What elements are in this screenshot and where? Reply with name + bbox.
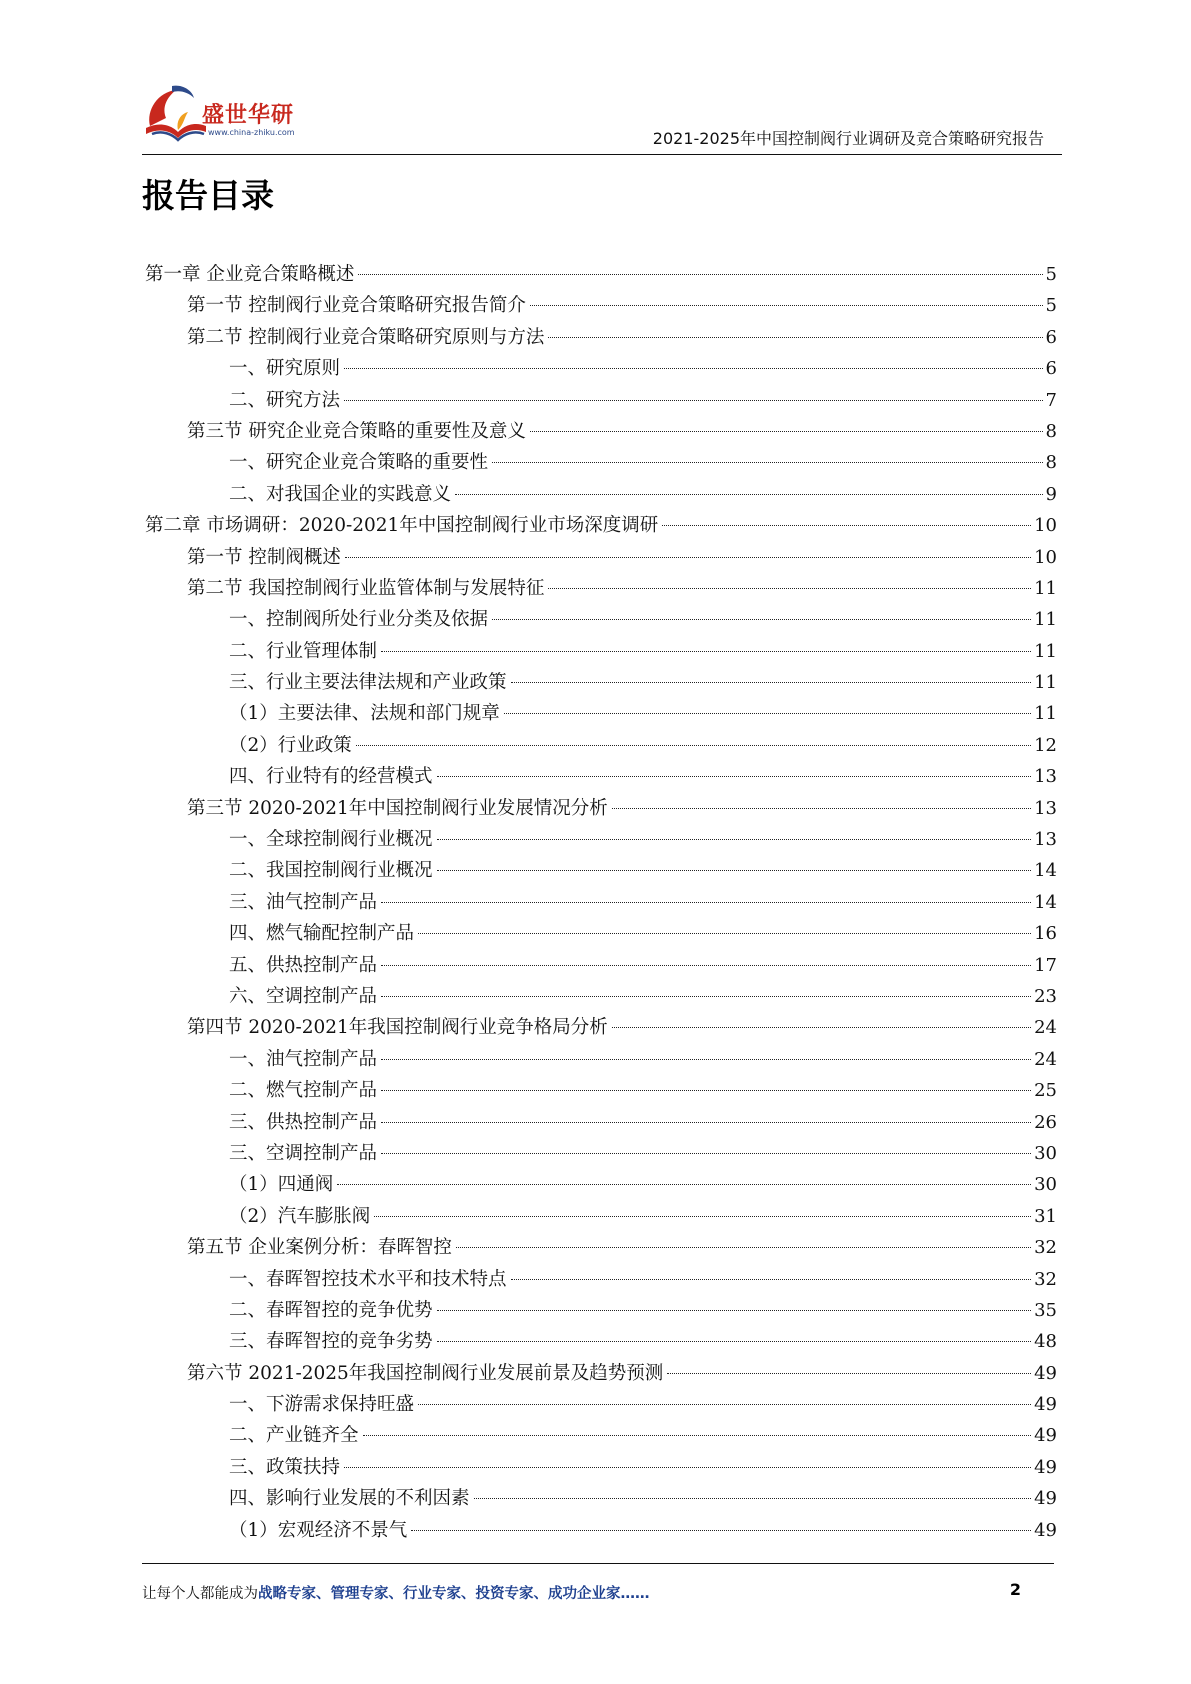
toc-entry-label: 一、春晖智控技术水平和技术特点 xyxy=(229,1268,507,1290)
toc-entry[interactable] xyxy=(145,290,1057,321)
toc-entry-label: 三、油气控制产品 xyxy=(229,891,378,913)
toc-entry-page: 11 xyxy=(1034,577,1057,599)
toc-entry[interactable] xyxy=(145,1264,1057,1295)
toc-entry[interactable] xyxy=(145,322,1057,353)
toc-entry-label: 一、下游需求保持旺盛 xyxy=(229,1394,415,1416)
toc-entry-label: 第一章 企业竞合策略概述 xyxy=(145,264,355,285)
toc-entry-label: （2）行业政策 xyxy=(229,734,352,756)
toc-entry[interactable] xyxy=(145,918,1057,949)
toc-entry[interactable] xyxy=(145,793,1057,824)
toc-dot-leader xyxy=(437,839,1032,840)
toc-dot-leader xyxy=(437,870,1032,871)
toc-dot-leader xyxy=(548,337,1042,338)
toc-entry-page: 13 xyxy=(1034,829,1057,851)
toc-dot-leader xyxy=(456,1247,1031,1248)
toc-dot-leader xyxy=(381,902,1031,903)
toc-dot-leader xyxy=(345,557,1031,558)
toc-dot-leader xyxy=(418,1404,1031,1405)
toc-entry-label: 第一节 控制阀行业竞合策略研究报告简介 xyxy=(187,295,526,317)
toc-entry-label: 二、行业管理体制 xyxy=(229,640,378,662)
toc-entry[interactable] xyxy=(145,1326,1057,1357)
toc-entry-label: 二、春晖智控的竞争优势 xyxy=(229,1299,433,1321)
toc-entry-label: 二、燃气控制产品 xyxy=(229,1080,378,1102)
page-title: 报告目录 xyxy=(142,176,274,215)
toc-entry[interactable] xyxy=(145,1420,1057,1451)
toc-entry-label: 一、油气控制产品 xyxy=(229,1048,378,1070)
toc-dot-leader xyxy=(337,1184,1031,1185)
toc-entry-page: 30 xyxy=(1034,1174,1057,1196)
toc-entry-label: （1）主要法律、法规和部门规章 xyxy=(229,703,500,725)
toc-entry-page: 30 xyxy=(1034,1142,1057,1164)
toc-entry-page: 12 xyxy=(1034,734,1057,756)
toc-entry[interactable] xyxy=(145,887,1057,918)
toc-dot-leader xyxy=(474,1498,1032,1499)
toc-entry-page: 49 xyxy=(1034,1488,1057,1510)
toc-entry[interactable] xyxy=(145,1389,1057,1420)
toc-entry[interactable] xyxy=(145,1075,1057,1106)
toc-dot-leader xyxy=(511,682,1032,683)
toc-entry-page: 10 xyxy=(1034,546,1057,568)
toc-dot-leader xyxy=(356,745,1031,746)
toc-entry-label: 六、空调控制产品 xyxy=(229,985,378,1007)
toc-entry-page: 24 xyxy=(1034,1048,1057,1070)
toc-entry[interactable] xyxy=(145,479,1057,510)
toc-entry-page: 11 xyxy=(1034,672,1057,694)
toc-entry-page: 8 xyxy=(1045,420,1057,442)
table-of-contents xyxy=(145,259,1057,1546)
toc-entry-page: 8 xyxy=(1045,452,1057,474)
toc-entry-label: 二、对我国企业的实践意义 xyxy=(229,483,452,505)
toc-entry-page: 49 xyxy=(1034,1362,1057,1384)
toc-entry-page: 32 xyxy=(1034,1268,1057,1290)
toc-entry-page: 25 xyxy=(1034,1080,1057,1102)
toc-entry-label: 一、研究企业竞合策略的重要性 xyxy=(229,452,489,474)
company-logo xyxy=(142,82,312,148)
toc-entry-label: 一、研究原则 xyxy=(229,358,341,380)
report-title: 2021-2025年中国控制阀行业调研及竞合策略研究报告 xyxy=(652,129,1044,148)
logo-name: 盛世华研 xyxy=(202,103,295,128)
toc-dot-leader xyxy=(418,933,1031,934)
toc-dot-leader xyxy=(455,494,1043,495)
toc-entry-page: 48 xyxy=(1034,1331,1057,1353)
toc-entry-page: 5 xyxy=(1045,264,1057,285)
toc-entry-page: 49 xyxy=(1034,1425,1057,1447)
toc-entry[interactable] xyxy=(145,385,1057,416)
toc-dot-leader xyxy=(492,619,1031,620)
toc-entry[interactable] xyxy=(145,981,1057,1012)
toc-entry-page: 14 xyxy=(1034,860,1057,882)
toc-entry[interactable] xyxy=(145,1232,1057,1263)
toc-entry-page: 31 xyxy=(1034,1205,1057,1227)
footer-slogan-lead: 让每个人都能成为 xyxy=(142,1586,258,1602)
toc-entry[interactable] xyxy=(145,447,1057,478)
toc-entry[interactable] xyxy=(145,604,1057,635)
toc-entry-page: 17 xyxy=(1034,954,1057,976)
toc-entry-label: 四、燃气输配控制产品 xyxy=(229,923,415,945)
toc-entry-label: 三、政策扶持 xyxy=(229,1456,341,1478)
toc-entry[interactable] xyxy=(145,353,1057,384)
toc-entry-label: 三、供热控制产品 xyxy=(229,1111,378,1133)
toc-dot-leader xyxy=(548,588,1031,589)
toc-entry-label: 二、产业链齐全 xyxy=(229,1425,359,1447)
toc-entry-page: 6 xyxy=(1045,358,1057,380)
toc-entry[interactable] xyxy=(145,1169,1057,1200)
toc-entry[interactable] xyxy=(145,510,1057,541)
toc-entry-label: 第二节 控制阀行业竞合策略研究原则与方法 xyxy=(187,326,545,348)
toc-entry[interactable] xyxy=(145,1138,1057,1169)
toc-entry[interactable] xyxy=(145,573,1057,604)
toc-dot-leader xyxy=(381,1122,1031,1123)
toc-entry[interactable] xyxy=(145,730,1057,761)
page-number: 2 xyxy=(1009,1580,1021,1599)
toc-entry-page: 11 xyxy=(1034,640,1057,662)
toc-entry[interactable] xyxy=(145,855,1057,886)
toc-entry-label: 三、空调控制产品 xyxy=(229,1142,378,1164)
toc-entry-label: 二、研究方法 xyxy=(229,389,341,411)
toc-dot-leader xyxy=(612,1027,1031,1028)
toc-dot-leader xyxy=(411,1530,1031,1531)
toc-dot-leader xyxy=(437,776,1032,777)
toc-dot-leader xyxy=(381,1153,1031,1154)
toc-entry[interactable] xyxy=(145,259,1057,290)
toc-entry[interactable] xyxy=(145,1201,1057,1232)
toc-entry-label: 三、行业主要法律法规和产业政策 xyxy=(229,672,507,694)
toc-entry[interactable] xyxy=(145,1515,1057,1546)
toc-entry-label: （2）汽车膨胀阀 xyxy=(229,1205,371,1227)
toc-entry[interactable] xyxy=(145,698,1057,729)
footer-slogan-highlight: 战略专家、管理专家、行业专家、投资专家、成功企业家…… xyxy=(258,1586,650,1602)
toc-entry-page: 11 xyxy=(1034,609,1057,631)
toc-dot-leader xyxy=(381,996,1031,997)
toc-dot-leader xyxy=(492,462,1043,463)
toc-entry[interactable] xyxy=(145,824,1057,855)
toc-entry[interactable] xyxy=(145,1044,1057,1075)
toc-dot-leader xyxy=(437,1341,1032,1342)
toc-entry-label: 第六节 2021-2025年我国控制阀行业发展前景及趋势预测 xyxy=(187,1362,664,1384)
toc-dot-leader xyxy=(381,651,1031,652)
toc-entry-page: 9 xyxy=(1045,483,1057,505)
toc-dot-leader xyxy=(662,525,1031,526)
toc-dot-leader xyxy=(381,1090,1031,1091)
toc-entry-label: （1）宏观经济不景气 xyxy=(229,1519,408,1541)
toc-dot-leader xyxy=(381,1059,1031,1060)
toc-entry-page: 32 xyxy=(1034,1237,1057,1259)
toc-entry[interactable] xyxy=(145,636,1057,667)
toc-dot-leader xyxy=(374,1216,1031,1217)
toc-entry-label: 五、供热控制产品 xyxy=(229,954,378,976)
toc-entry-page: 49 xyxy=(1034,1519,1057,1541)
toc-entry-page: 10 xyxy=(1034,515,1057,537)
toc-dot-leader xyxy=(504,713,1031,714)
toc-entry-page: 14 xyxy=(1034,891,1057,913)
toc-dot-leader xyxy=(530,305,1043,306)
toc-entry-page: 7 xyxy=(1045,389,1057,411)
toc-entry-page: 35 xyxy=(1034,1299,1057,1321)
toc-entry-page: 11 xyxy=(1034,703,1057,725)
toc-entry-label: 一、全球控制阀行业概况 xyxy=(229,829,433,851)
toc-entry-label: （1）四通阀 xyxy=(229,1174,334,1196)
page-header xyxy=(142,82,1062,156)
toc-entry[interactable] xyxy=(145,1295,1057,1326)
toc-entry-page: 24 xyxy=(1034,1017,1057,1039)
toc-entry-label: 第二章 市场调研：2020-2021年中国控制阀行业市场深度调研 xyxy=(145,515,659,537)
toc-dot-leader xyxy=(344,368,1043,369)
toc-entry-page: 5 xyxy=(1045,295,1057,317)
toc-entry-label: 三、春晖智控的竞争劣势 xyxy=(229,1331,433,1353)
toc-entry[interactable] xyxy=(145,416,1057,447)
toc-dot-leader xyxy=(363,1435,1032,1436)
toc-entry[interactable] xyxy=(145,667,1057,698)
toc-entry[interactable] xyxy=(145,1452,1057,1483)
toc-entry[interactable] xyxy=(145,1012,1057,1043)
toc-entry[interactable] xyxy=(145,1358,1057,1389)
header-divider xyxy=(142,154,1062,155)
toc-entry-label: 第三节 研究企业竞合策略的重要性及意义 xyxy=(187,420,526,442)
toc-entry[interactable] xyxy=(145,950,1057,981)
toc-entry-page: 13 xyxy=(1034,766,1057,788)
toc-entry-page: 16 xyxy=(1034,923,1057,945)
toc-entry-label: 第五节 企业案例分析：春晖智控 xyxy=(187,1237,452,1259)
logo-url: www.china-zhiku.com xyxy=(208,128,295,137)
toc-entry[interactable] xyxy=(145,761,1057,792)
toc-entry-page: 26 xyxy=(1034,1111,1057,1133)
toc-entry-page: 23 xyxy=(1034,985,1057,1007)
toc-entry-page: 6 xyxy=(1045,326,1057,348)
toc-entry[interactable] xyxy=(145,1483,1057,1514)
toc-dot-leader xyxy=(667,1373,1031,1374)
toc-entry-label: 四、影响行业发展的不利因素 xyxy=(229,1488,470,1510)
toc-dot-leader xyxy=(511,1279,1032,1280)
toc-dot-leader xyxy=(344,400,1043,401)
toc-entry[interactable] xyxy=(145,1107,1057,1138)
toc-entry-label: 第三节 2020-2021年中国控制阀行业发展情况分析 xyxy=(187,797,608,819)
toc-entry-page: 49 xyxy=(1034,1394,1057,1416)
toc-entry-label: 第四节 2020-2021年我国控制阀行业竞争格局分析 xyxy=(187,1017,608,1039)
footer-slogan xyxy=(142,1582,650,1603)
toc-dot-leader xyxy=(381,965,1031,966)
toc-entry-label: 二、我国控制阀行业概况 xyxy=(229,860,433,882)
toc-entry-label: 四、行业特有的经营模式 xyxy=(229,766,433,788)
footer-divider xyxy=(142,1563,1054,1564)
toc-dot-leader xyxy=(612,808,1031,809)
toc-entry-page: 13 xyxy=(1034,797,1057,819)
toc-entry-page: 49 xyxy=(1034,1456,1057,1478)
toc-entry-label: 一、控制阀所处行业分类及依据 xyxy=(229,609,489,631)
toc-dot-leader xyxy=(437,1310,1032,1311)
toc-entry-label: 第二节 我国控制阀行业监管体制与发展特征 xyxy=(187,577,545,599)
toc-dot-leader xyxy=(530,431,1043,432)
toc-dot-leader xyxy=(358,274,1042,275)
toc-entry[interactable] xyxy=(145,542,1057,573)
toc-entry-label: 第一节 控制阀概述 xyxy=(187,546,341,568)
toc-dot-leader xyxy=(344,1467,1031,1468)
